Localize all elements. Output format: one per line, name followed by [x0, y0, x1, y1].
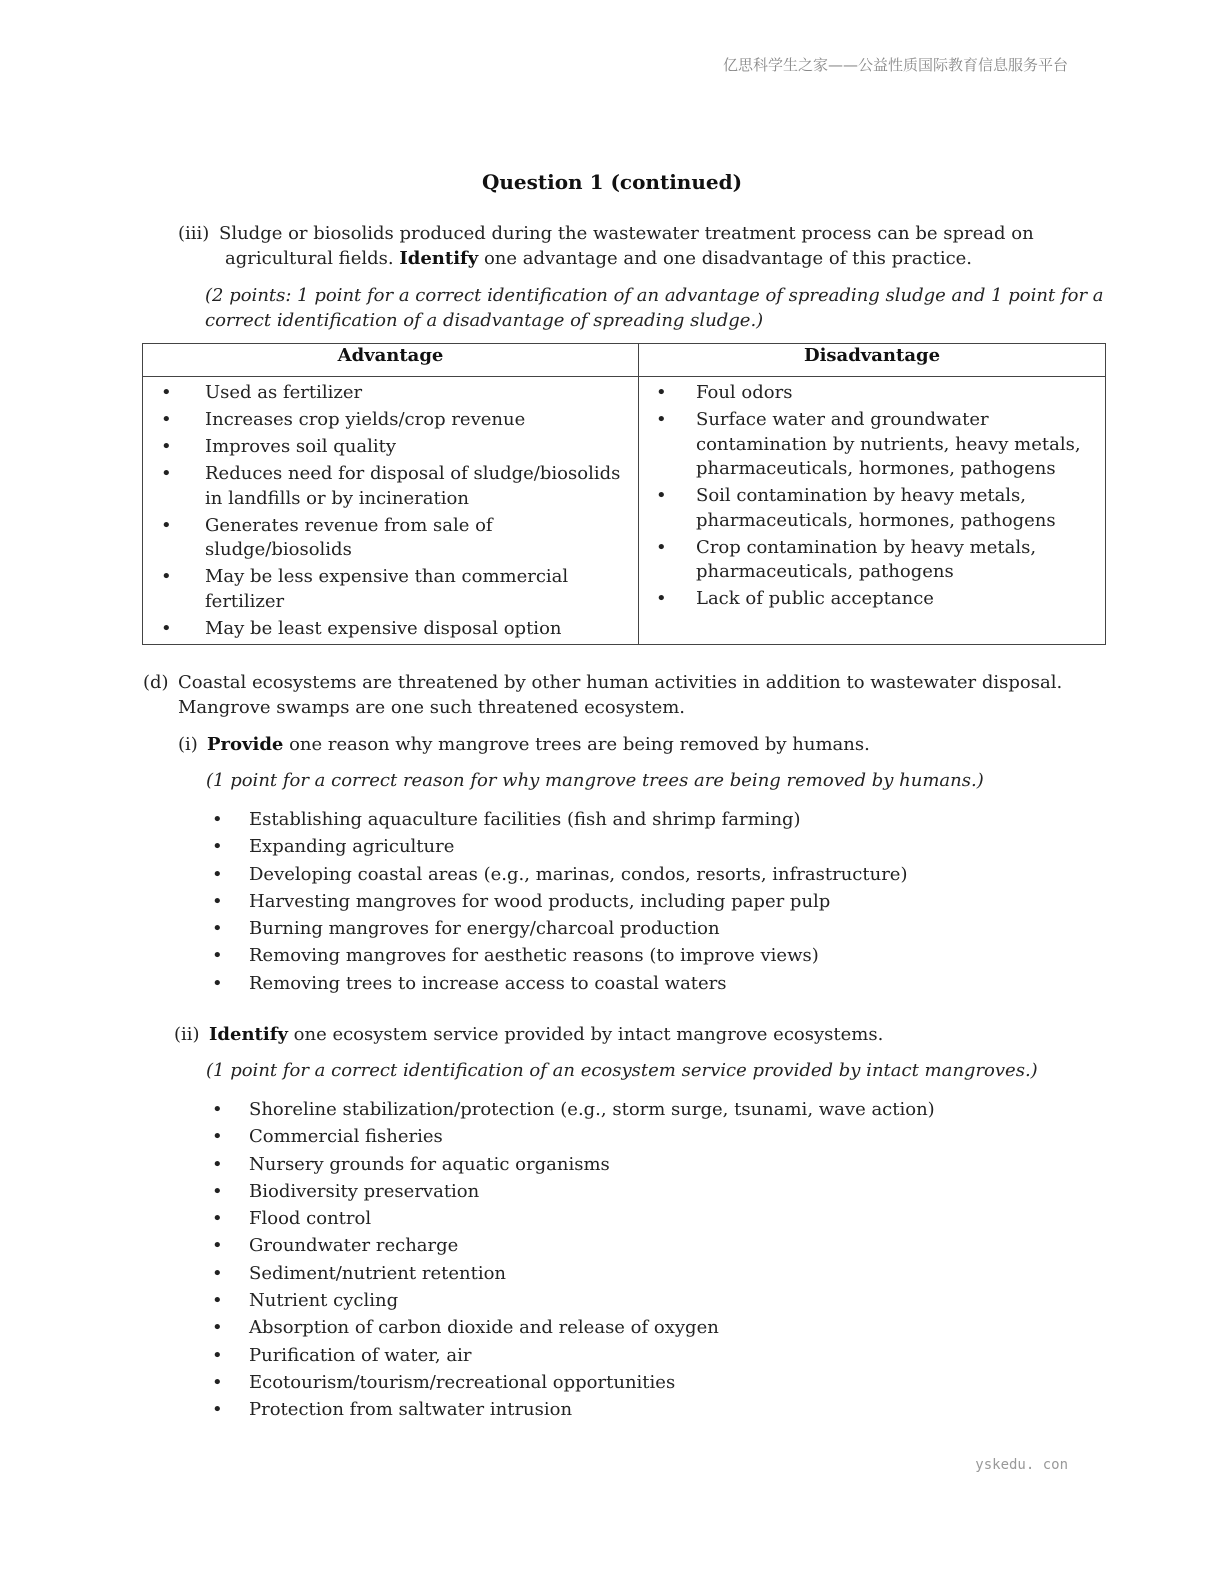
advantage-item-line: Generates revenue from sale of — [205, 514, 493, 536]
disadvantage-item-line: contamination by nutrients, heavy metals, — [696, 433, 1081, 455]
advantage-item-line: Improves soil quality — [205, 436, 396, 457]
ecosystem-service-item-text: Ecotourism/tourism/recreational opportunities — [249, 1371, 676, 1393]
removal-reason-item — [212, 835, 907, 862]
part-iii-scoring-line1: (2 points: 1 point for a correct identification of an advantage of spreading sludge and 1 point for a — [205, 285, 1104, 306]
ecosystem-service-item-text: Absorption of carbon dioxide and release of oxygen — [249, 1317, 719, 1339]
disadvantages-list — [639, 381, 1099, 612]
advantage-item-line: May be less expensive than commercial — [205, 566, 569, 587]
page-title: Question 1 (continued) — [481, 170, 743, 194]
removal-reason-item-text: Removing mangroves for aesthetic reasons (to improve views) — [249, 945, 819, 967]
removal-reason-item-text: Expanding agriculture — [249, 836, 455, 858]
bullet-icon: • — [161, 436, 172, 457]
removal-reason-item-text: Removing trees to increase access to coastal waters — [249, 972, 727, 994]
disadvantage-item-line: Foul odors — [696, 382, 793, 403]
bullet-icon: • — [161, 463, 172, 484]
bullet-icon: • — [212, 1344, 223, 1366]
advantage-item-line: in landfills or by incineration — [205, 487, 469, 509]
disadvantage-item-line: pharmaceuticals, pathogens — [696, 561, 954, 582]
bullet-icon: • — [161, 514, 172, 536]
removal-reason-item — [212, 890, 907, 917]
advantage-item-line: sludge/biosolids — [205, 539, 352, 560]
removal-reason-item — [212, 944, 907, 971]
advantage-item — [143, 514, 632, 563]
part-d-i-scoring: (1 point for a correct reason for why mangrove trees are being removed by humans.) — [206, 770, 984, 791]
bullet-icon: • — [212, 1262, 223, 1284]
bullet-icon: • — [212, 863, 223, 885]
advantage-item-line: Increases crop yields/crop revenue — [205, 409, 526, 430]
removal-reason-item-text: Establishing aquaculture facilities (fish and shrimp farming) — [249, 809, 801, 830]
removal-reasons-list — [212, 808, 907, 999]
ecosystem-service-item — [212, 1153, 935, 1180]
bullet-icon: • — [212, 1235, 223, 1257]
bullet-icon: • — [161, 409, 172, 430]
bullet-icon: • — [212, 809, 223, 830]
bullet-icon: • — [212, 836, 223, 858]
advantage-item — [143, 435, 632, 460]
removal-reason-item-text: Developing coastal areas (e.g., marinas, condos, resorts, infrastructure) — [249, 863, 908, 885]
ecosystem-service-item — [212, 1344, 935, 1371]
part-d-line2: Mangrove swamps are one such threatened ecosystem. — [178, 697, 686, 718]
bullet-icon: • — [656, 485, 667, 506]
bullet-icon: • — [212, 1399, 223, 1421]
header-watermark: 亿思科学生之家——公益性质国际教育信息服务平台 — [722, 56, 1068, 74]
bullet-icon: • — [212, 1180, 223, 1202]
part-iii-text-pre: agricultural fields. — [225, 248, 394, 269]
advantage-item — [143, 462, 632, 511]
advantage-item-line: fertilizer — [205, 590, 285, 612]
advantage-item — [143, 408, 632, 433]
bullet-icon: • — [656, 409, 667, 430]
ecosystem-service-item-text: Purification of water, air — [249, 1344, 472, 1366]
ecosystem-service-item — [212, 1398, 935, 1425]
ecosystem-service-item — [212, 1180, 935, 1207]
ecosystem-service-item-text: Nutrient cycling — [249, 1290, 399, 1312]
footer-watermark: yskedu. con — [975, 1457, 1068, 1473]
bullet-icon: • — [212, 1371, 223, 1393]
disadvantages-cell — [639, 377, 1106, 645]
ecosystem-service-item — [212, 1371, 935, 1398]
part-iii-scoring-line2: correct identification of a disadvantage of spreading sludge.) — [205, 310, 764, 331]
part-d-ii-keyword: Identify — [209, 1024, 288, 1045]
bullet-icon: • — [212, 890, 223, 912]
ecosystem-service-item-text: Protection from saltwater intrusion — [249, 1399, 573, 1421]
advantage-disadvantage-table — [142, 343, 1106, 645]
disadvantage-item — [639, 408, 1099, 482]
removal-reason-item-text: Harvesting mangroves for wood products, including paper pulp — [249, 890, 831, 912]
advantage-item-line: May be least expensive disposal option — [205, 617, 562, 639]
disadvantage-item-line: Crop contamination by heavy metals, — [696, 536, 1037, 558]
ecosystem-service-item-text: Flood control — [249, 1208, 372, 1230]
bullet-icon: • — [656, 536, 667, 558]
ecosystem-service-item-text: Groundwater recharge — [249, 1235, 459, 1257]
bullet-icon: • — [212, 1153, 223, 1175]
removal-reason-item — [212, 808, 907, 835]
bullet-icon: • — [212, 945, 223, 967]
part-iii-text-line1: Sludge or biosolids produced during the wastewater treatment process can be spread on — [219, 223, 1034, 244]
part-iii-label: (iii) — [178, 223, 210, 244]
header-disadvantage: Disadvantage — [639, 344, 1106, 377]
disadvantage-item-line: Soil contamination by heavy metals, — [696, 485, 1027, 506]
bullet-icon: • — [656, 382, 667, 403]
ecosystem-service-item — [212, 1098, 935, 1125]
bullet-icon: • — [212, 1317, 223, 1339]
part-iii-keyword: Identify — [399, 248, 479, 269]
bullet-icon: • — [212, 1126, 223, 1148]
disadvantage-item-line: Lack of public acceptance — [696, 588, 934, 609]
bullet-icon: • — [212, 1208, 223, 1230]
part-d-i-keyword: Provide — [207, 734, 284, 755]
disadvantage-item-line: pharmaceuticals, hormones, pathogens — [696, 458, 1056, 479]
ecosystem-service-item — [212, 1125, 935, 1152]
ecosystem-service-item-text: Nursery grounds for aquatic organisms — [249, 1153, 610, 1175]
part-iii-text-line2 — [225, 246, 972, 271]
ecosystem-service-item-text: Shoreline stabilization/protection (e.g., storm surge, tsunami, wave action) — [249, 1099, 935, 1120]
advantage-item — [143, 565, 632, 614]
advantage-item — [143, 617, 632, 642]
ecosystem-service-item — [212, 1316, 935, 1343]
removal-reason-item — [212, 863, 907, 890]
disadvantage-item — [639, 587, 1099, 612]
disadvantage-item — [639, 381, 1099, 406]
advantages-list — [143, 381, 632, 641]
part-d-ii-prompt — [209, 1022, 883, 1047]
advantage-item-line: Reduces need for disposal of sludge/biosolids — [205, 463, 621, 484]
removal-reason-item — [212, 972, 907, 999]
bullet-icon: • — [161, 566, 172, 587]
part-d-i-label: (i) — [178, 734, 198, 755]
removal-reason-item — [212, 917, 907, 944]
ecosystem-services-list — [212, 1098, 935, 1426]
part-d-line1: Coastal ecosystems are threatened by other human activities in addition to wastewater disposal. — [178, 672, 1063, 693]
bullet-icon: • — [212, 1099, 223, 1120]
ecosystem-service-item — [212, 1207, 935, 1234]
part-d-ii-text: one ecosystem service provided by intact mangrove ecosystems. — [293, 1024, 884, 1045]
ecosystem-service-item — [212, 1262, 935, 1289]
advantage-item-line: Used as fertilizer — [205, 382, 363, 403]
part-d-ii-label: (ii) — [174, 1024, 200, 1045]
removal-reason-item-text: Burning mangroves for energy/charcoal production — [249, 918, 720, 940]
part-iii-text-post: one advantage and one disadvantage of this practice. — [483, 248, 973, 269]
bullet-icon: • — [161, 382, 172, 403]
bullet-icon: • — [656, 588, 667, 609]
ecosystem-service-item-text: Commercial fisheries — [249, 1126, 443, 1148]
part-d-i-text: one reason why mangrove trees are being removed by humans. — [289, 734, 870, 755]
disadvantage-item-line: pharmaceuticals, hormones, pathogens — [696, 509, 1056, 531]
bullet-icon: • — [212, 972, 223, 994]
bullet-icon: • — [161, 617, 172, 639]
disadvantage-item-line: Surface water and groundwater — [696, 409, 989, 430]
disadvantage-item — [639, 484, 1099, 533]
ecosystem-service-item-text: Sediment/nutrient retention — [249, 1262, 507, 1284]
part-d-label: (d) — [143, 672, 169, 693]
ecosystem-service-item — [212, 1234, 935, 1261]
bullet-icon: • — [212, 1290, 223, 1312]
advantage-item — [143, 381, 632, 406]
ecosystem-service-item — [212, 1289, 935, 1316]
disadvantage-item — [639, 536, 1099, 585]
advantages-cell — [143, 377, 639, 645]
bullet-icon: • — [212, 918, 223, 940]
ecosystem-service-item-text: Biodiversity preservation — [249, 1180, 480, 1202]
part-d-i-prompt — [207, 732, 870, 757]
header-advantage: Advantage — [143, 344, 639, 377]
part-d-ii-scoring: (1 point for a correct identification of an ecosystem service provided by intact mangroves.) — [206, 1060, 1038, 1081]
